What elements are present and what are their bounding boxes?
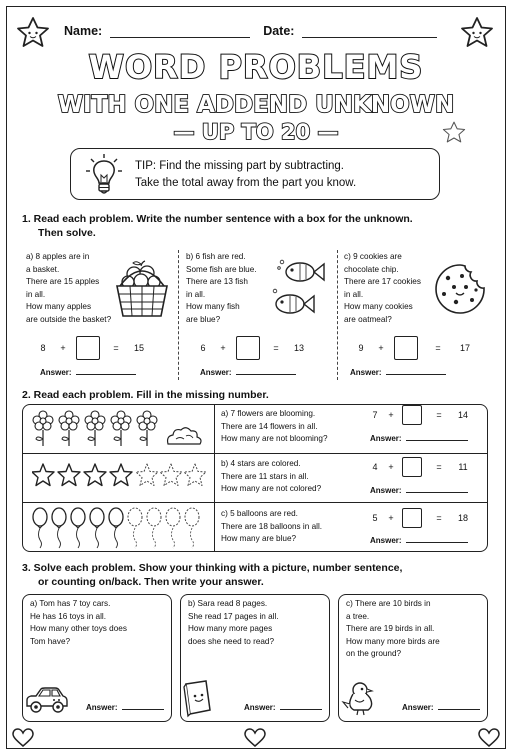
answer-field[interactable] [386, 374, 446, 375]
problem-1a-text: a) 8 apples are in a basket. There are 15 apples in all. How many apples are outside the basket? [26, 252, 112, 324]
answer-field[interactable] [236, 374, 296, 375]
cookie-icon [432, 262, 488, 316]
date-label: Date: [263, 24, 295, 38]
title-line-2: WITH ONE ADDEND UNKNOWN [57, 92, 455, 118]
lightbulb-icon [85, 153, 123, 197]
answer-line-1b: Answer: [200, 368, 296, 377]
apple-basket-icon [114, 258, 170, 320]
divider [337, 250, 338, 380]
section1-title: 1. Read each problem. Write the number sentence with a box for the unknown. Then solve. [22, 213, 413, 239]
heart-icon [244, 728, 266, 748]
tip-text [135, 158, 356, 192]
date-field[interactable] [302, 25, 437, 38]
book-icon [180, 678, 216, 718]
fish-icon [270, 258, 328, 322]
problem-3a-text: a) Tom has 7 toy cars. He has 16 toys in all. How many other toys does Tom have? [30, 599, 127, 646]
page-title [0, 44, 512, 144]
problem-1b-text: b) 6 fish are red. Some fish are blue. There are 13 fish in all. How many fish are blue? [186, 252, 257, 324]
answer-box[interactable] [236, 336, 260, 360]
problem-3c-text: c) There are 10 birds in a tree. There are 19 birds in all. How many more birds are on the ground? [346, 599, 440, 659]
problem-2b-text: b) 4 stars are colored. There are 11 stars in all. How many are not colored? [221, 459, 322, 494]
heart-icon [478, 728, 500, 748]
answer-line-1c: Answer: [350, 368, 446, 377]
heart-icon [12, 728, 34, 748]
answer-line-3a: Answer: [86, 703, 164, 712]
section3-title: 3. Solve each problem. Show your thinking with a picture, number sentence, or counting on/back. Then write your answer. [22, 562, 403, 588]
balloon-icon [33, 508, 47, 548]
car-icon [24, 684, 70, 716]
answer-field[interactable] [76, 374, 136, 375]
stars-illustration [32, 462, 208, 492]
answer-line-1a: Answer: [40, 368, 136, 377]
divider [178, 250, 179, 380]
answer-box[interactable] [402, 405, 422, 425]
star-icon [32, 464, 54, 486]
equation-2b: 4 + = 11 [370, 457, 470, 477]
answer-line-3c: Answer: [402, 703, 480, 712]
answer-field[interactable] [406, 492, 468, 493]
equation-1c: 9 + = 17 [354, 336, 472, 360]
section2-title: 2. Read each problem. Fill in the missing number. [22, 389, 269, 401]
name-field[interactable] [110, 25, 250, 38]
equation-1b: 6 + = 13 [196, 336, 306, 360]
tip-box [70, 148, 440, 200]
answer-box[interactable] [402, 508, 422, 528]
answer-box[interactable] [76, 336, 100, 360]
tip-line-1: TIP: Find the missing part by subtracting. [135, 160, 345, 172]
name-date-row [64, 24, 437, 38]
equation-2c: 5 + = 18 [370, 508, 470, 528]
answer-line-2c: Answer: [370, 536, 468, 545]
answer-line-2a: Answer: [370, 434, 468, 443]
tip-line-2: Take the total away from the part you know. [135, 177, 357, 189]
name-label: Name: [64, 24, 103, 38]
bird-icon [340, 680, 376, 718]
answer-field[interactable] [406, 440, 468, 441]
answer-field[interactable] [438, 709, 480, 710]
problem-1c-text: c) 9 cookies are chocolate chip. There are 17 cookies in all. How many cookies are oatmeal? [344, 252, 421, 324]
title-line-3: — UP TO 20 — [173, 120, 339, 144]
balloons-illustration [32, 507, 208, 549]
answer-field[interactable] [406, 542, 468, 543]
flower-icon [33, 411, 53, 446]
bush-icon [168, 428, 201, 444]
equation-2a: 7 + = 14 [370, 405, 470, 425]
answer-field[interactable] [122, 709, 164, 710]
problem-2c-text: c) 5 balloons are red. There are 18 balloons in all. How many are blue? [221, 509, 323, 544]
answer-box[interactable] [394, 336, 418, 360]
problem-3b-text: b) Sara read 8 pages. She read 17 pages in all. How many more pages does she need to read? [188, 599, 279, 646]
answer-field[interactable] [280, 709, 322, 710]
answer-line-2b: Answer: [370, 486, 468, 495]
problem-2a-text: a) 7 flowers are blooming. There are 14 flowers in all. How many are not blooming? [221, 409, 328, 444]
title-line-1: WORD PROBLEMS [88, 48, 424, 86]
flowers-illustration [32, 408, 208, 450]
answer-line-3b: Answer: [244, 703, 322, 712]
equation-1a: 8 + = 15 [36, 336, 146, 360]
answer-box[interactable] [402, 457, 422, 477]
